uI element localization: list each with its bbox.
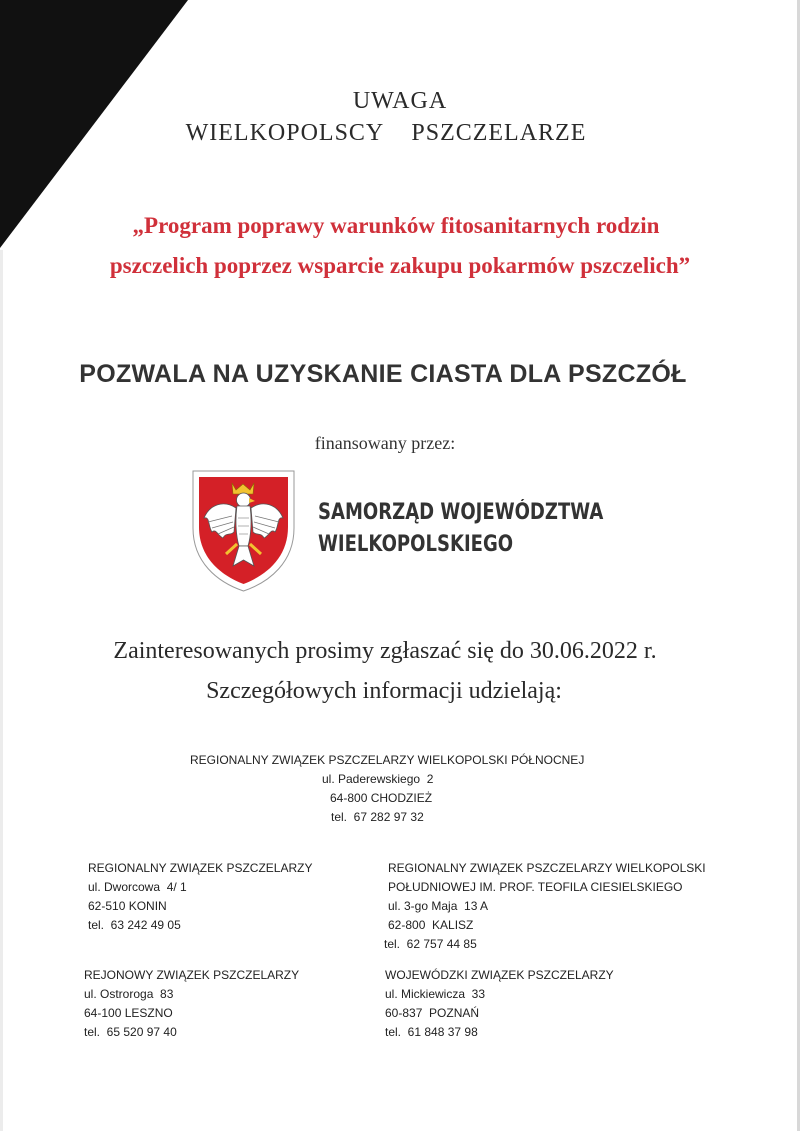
header-wielkopolscy: WIELKOPOLSCY PSZCZELARZE (185, 120, 587, 146)
program-title-line2: pszczelich poprzez wsparcie zakupu pokarmów pszczelich” (109, 253, 691, 278)
info-text: Szczegółowych informacji udzielają: (206, 678, 562, 704)
contact-konin (88, 859, 312, 935)
contact-south-street: ul. 3-go Maja 13 A (388, 899, 489, 913)
contact-leszno-name: REJONOWY ZWIĄZEK PSZCZELARZY (84, 968, 300, 982)
funder-name-line2: WIELKOPOLSKIEGO (318, 532, 514, 557)
contact-north-name: REGIONALNY ZWIĄZEK PSZCZELARZY WIELKOPOLSKI PÓŁNOCNEJ (190, 753, 585, 767)
program-title-line1: „Program poprawy warunków fitosanitarnych rodzin (132, 213, 660, 238)
contact-konin-street: ul. Dworcowa 4/ 1 (88, 880, 187, 894)
header-uwaga: UWAGA (352, 88, 448, 114)
contact-konin-name: REGIONALNY ZWIĄZEK PSZCZELARZY (88, 861, 313, 875)
contact-leszno-street: ul. Ostroroga 83 (84, 987, 174, 1001)
deadline-text: Zainteresowanych prosimy zgłaszać się do 30.06.2022 r. (113, 638, 657, 664)
wielkopolska-eagle-coat-of-arms-icon (192, 470, 295, 592)
contact-south-name1: REGIONALNY ZWIĄZEK PSZCZELARZY WIELKOPOLSKI (388, 861, 706, 875)
headline: POZWALA NA UZYSKANIE CIASTA DLA PSZCZÓŁ (79, 360, 687, 388)
funder-name-line1: SAMORZĄD WOJEWÓDZTWA (318, 500, 604, 525)
funder-name (318, 497, 603, 561)
contact-north-city: 64-800 CHODZIEŻ (330, 791, 433, 805)
contact-poznan-phone: tel. 61 848 37 98 (385, 1025, 478, 1039)
contact-south-phone: tel. 62 757 44 85 (384, 937, 477, 951)
contact-poznan (385, 966, 614, 1042)
contact-leszno-phone: tel. 65 520 97 40 (84, 1025, 177, 1039)
contact-leszno (84, 966, 299, 1042)
funded-by-label: finansowany przez: (314, 433, 456, 453)
contact-south-city: 62-800 KALISZ (388, 918, 474, 932)
contact-konin-city: 62-510 KONIN (88, 899, 167, 913)
contact-north-street: ul. Paderewskiego 2 (322, 772, 434, 786)
contact-south-name2: POŁUDNIOWEJ IM. PROF. TEOFILA CIESIELSKIEGO (388, 880, 683, 894)
contact-poznan-street: ul. Mickiewicza 33 (385, 987, 486, 1001)
contact-konin-phone: tel. 63 242 49 05 (88, 918, 181, 932)
contact-poznan-city: 60-837 POZNAŃ (385, 1006, 480, 1020)
contact-north (190, 751, 584, 827)
contact-poznan-name: WOJEWÓDZKI ZWIĄZEK PSZCZELARZY (385, 968, 614, 982)
contact-north-phone: tel. 67 282 97 32 (331, 810, 424, 824)
contact-leszno-city: 64-100 LESZNO (84, 1006, 173, 1020)
contact-south (384, 859, 706, 954)
